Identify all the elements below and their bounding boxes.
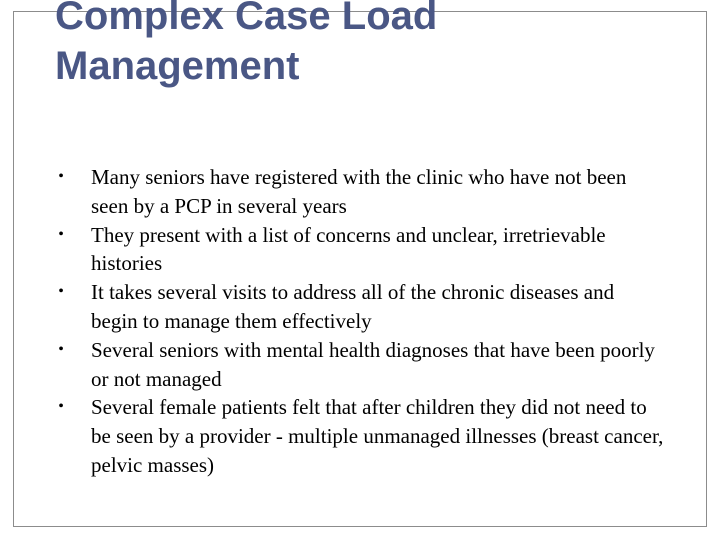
bullet-text: Several seniors with mental health diagnoses that have been poorly or not managed — [91, 337, 655, 391]
bullet-icon: • — [58, 398, 64, 416]
bullet-text: They present with a list of concerns and unclear, irretrievable histories — [91, 222, 606, 276]
bullet-item-2 — [55, 221, 665, 279]
bullet-icon: • — [58, 225, 64, 243]
bullet-item-4 — [55, 336, 665, 394]
slide-title: Complex Case Load Management — [55, 0, 438, 88]
bullet-text: Many seniors have registered with the clinic who have not been seen by a PCP in several years — [91, 165, 627, 218]
bullet-list — [55, 163, 665, 480]
bullet-icon: • — [58, 340, 64, 358]
bullet-text: Several female patients felt that after children they did not need to be seen by a provider - multiple unmanaged illnesses (breast cancer, pelvic masses) — [91, 395, 664, 477]
bullet-text: It takes several visits to address all of the chronic diseases and begin to manage them effectively — [91, 280, 615, 333]
bullet-item-3 — [55, 278, 665, 336]
bullet-item-1 — [55, 163, 665, 221]
bullet-item-5 — [55, 393, 665, 479]
bullet-icon: • — [58, 283, 64, 301]
bullet-icon: • — [58, 168, 64, 185]
